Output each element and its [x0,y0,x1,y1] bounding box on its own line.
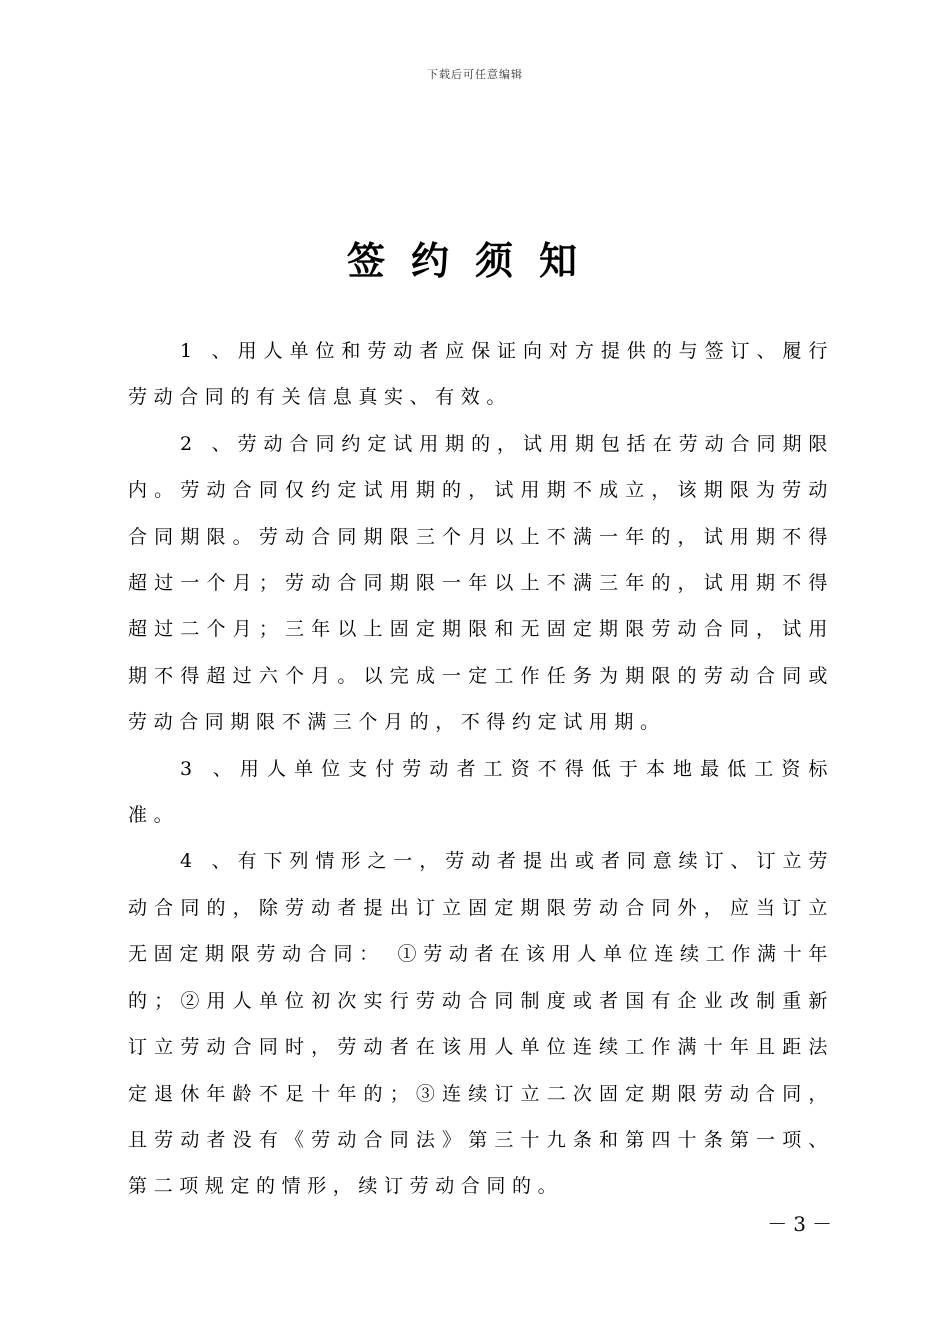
document-title: 签约须知 [346,239,603,283]
paragraph-3: 3 、用人单位支付劳动者工资不得低于本地最低工资标准。 [128,757,834,827]
header-note: 下载后可任意编辑 [427,68,523,81]
paragraph-4: 4 、有下列情形之一，劳动者提出或者同意续订、订立劳动合同的，除劳动者提出订立固定期限劳动合同外，应当订立无固定期限劳动合同： ①劳动者在该用人单位连续工作满十年的；②用人单位初次实行劳动合同制度或者国有企业改制重新订立劳动合同时，劳动者在该用人单位连续工作满十年且距法定退休年龄不足十年的；③连续订立二次固定期限劳动合同，且劳动者没有《劳动合同法》第三十九条和第四十条第一项、第二项规定的情形，续订劳动合同的。 [128,850,834,1198]
paragraph-1: 1 、用人单位和劳动者应保证向对方提供的与签订、履行劳动合同的有关信息真实、有效。 [128,340,834,409]
document-body [128,328,834,1210]
paragraph-2: 2 、劳动合同约定试用期的，试用期包括在劳动合同期限内。劳动合同仅约定试用期的，试用期不成立，该期限为劳动合同期限。劳动合同期限三个月以上不满一年的，试用期不得超过一个月；劳动合同期限一年以上不满三年的，试用期不得超过二个月；三年以上固定期限和无固定期限劳动合同，试用期不得超过六个月。以完成一定工作任务为期限的劳动合同或劳动合同期限不满三个月的，不得约定试用期。 [128,432,834,734]
page-number: －3－ [767,1212,838,1236]
